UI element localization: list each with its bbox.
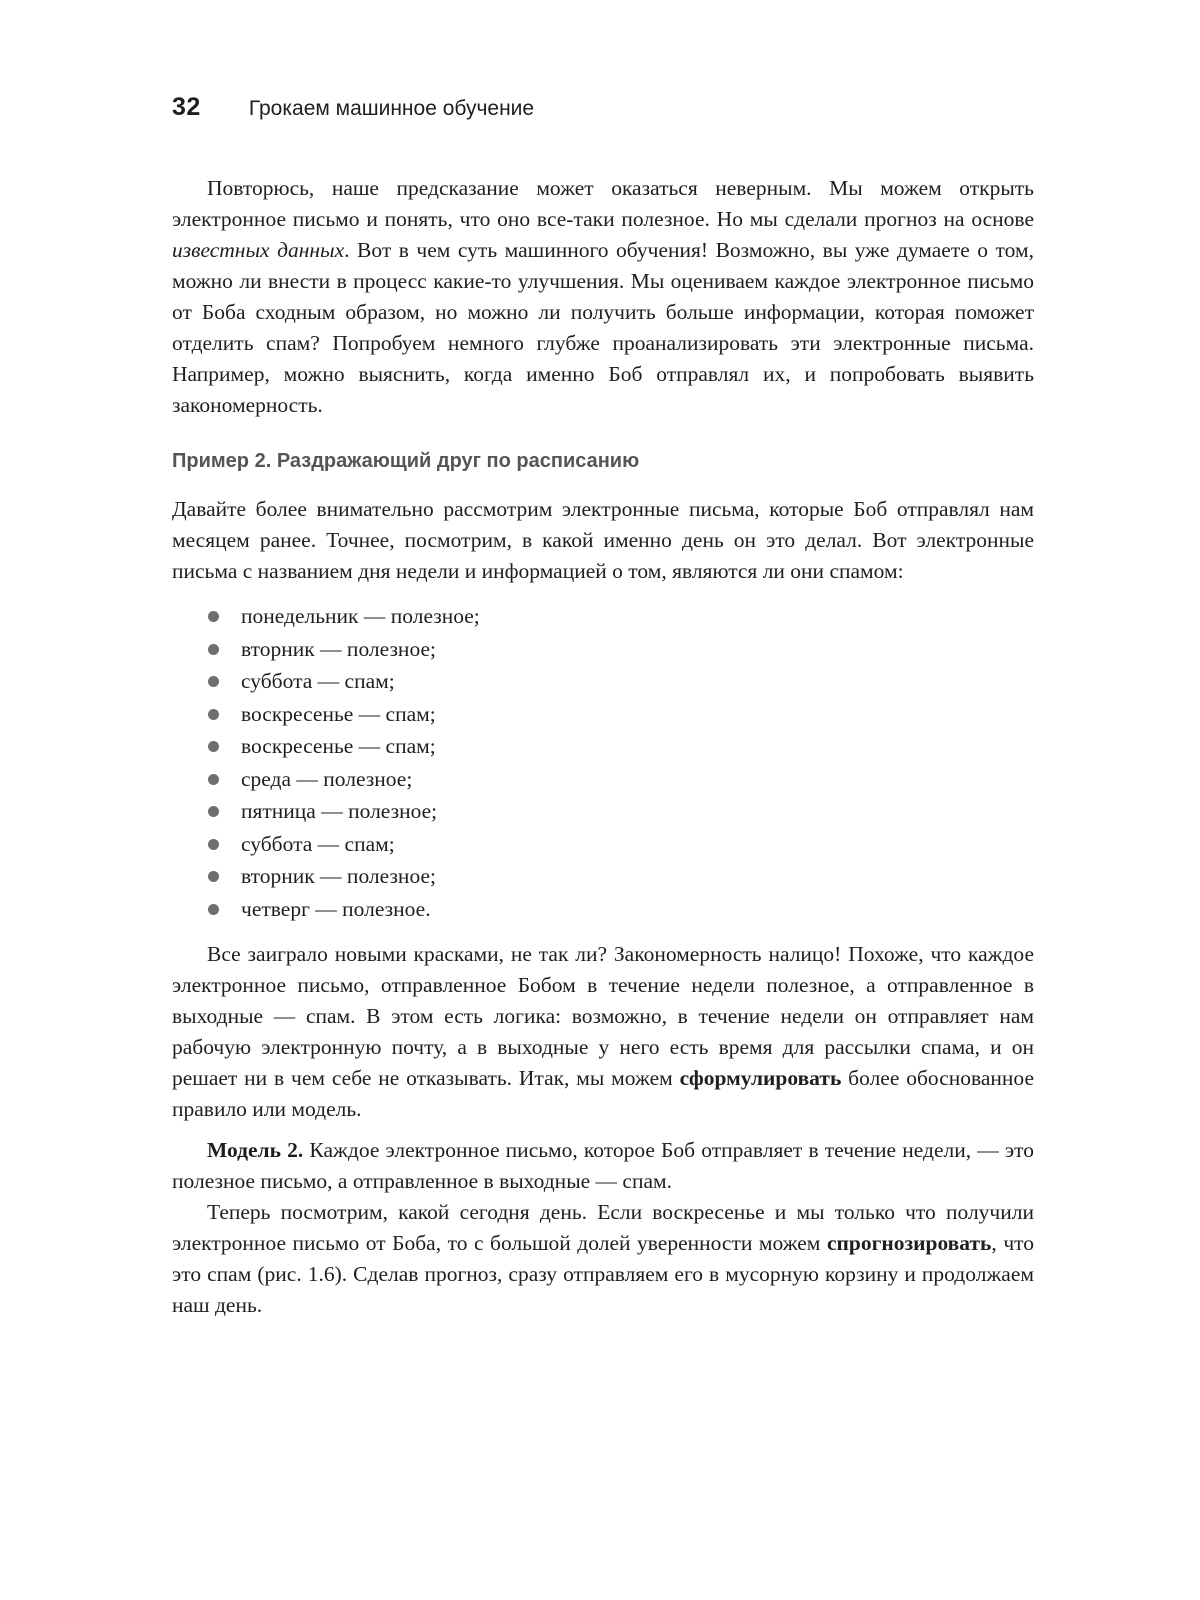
emphasis-formulate: сформулировать [679,1066,842,1090]
list-item-text: воскресенье — спам; [241,701,436,726]
running-header [172,93,534,127]
section-heading: Пример 2. Раздражающий друг по расписанию [172,450,640,472]
list-item-text: суббота — спам; [241,831,395,856]
list-item [172,730,1034,763]
list-item-text: пятница — полезное; [241,799,438,823]
list-item [172,633,1034,666]
model-label: Модель 2. [207,1138,304,1162]
list-item [172,600,1034,633]
bullet-icon [208,839,219,850]
book-title: Грокаем машинное обучение [248,97,535,120]
text-run: Теперь посмотрим, какой сегодня день. Если воскресенье и мы только что получили электронное письмо от Боба, то с большой долей уверенности можем [172,1200,1034,1255]
bullet-icon [208,806,219,817]
list-item-text: четверг — полезное. [241,896,431,921]
bullet-icon [208,676,219,687]
list-item-text: вторник — полезное; [241,636,436,661]
list-item [172,795,1034,828]
bullet-icon [208,709,219,720]
page-content [172,173,1034,1321]
list-item [172,860,1034,893]
list-item [172,893,1034,926]
bullet-icon [208,644,219,655]
list-item-text: воскресенье — спам; [241,734,436,758]
bullet-icon [208,871,219,882]
list-item-text: вторник — полезное; [241,864,436,888]
model-text: Каждое электронное письмо, которое Боб отправляет в течение недели, — это полезное письмо, а отправленное в выходные — спам. [172,1138,1034,1193]
paragraph-forecast [172,1197,1034,1321]
page-number: 32 [172,93,201,121]
bullet-icon [208,774,219,785]
emphasis-predict: спрогнозировать [826,1231,992,1255]
emphasis-known-data: известных данных [172,238,345,262]
day-list [172,600,1034,925]
paragraph-intro: Давайте более внимательно рассмотрим электронные письма, которые Боб отправлял нам месяцем ранее. Точнее, посмотрим, в какой именно день он это делал. Вот электронные письма с названием дня недели и информацией о том, являются ли они спамом: [172,497,1034,583]
paragraph-prediction [172,173,1034,421]
list-item [172,665,1034,698]
text-run: более обоснованное правило или модель. [172,1066,1034,1121]
list-item [172,828,1034,861]
bullet-icon [208,741,219,752]
text-run: . Вот в чем суть машинного обучения! Возможно, вы уже думаете о том, можно ли внести в процесс какие-то улучшения. Мы оцениваем каждое электронное письмо от Боба сходным образом, но можно ли получить больше информации, которая поможет отделить спам? Попробуем немного глубже проанализировать эти электронные письма. Например, можно выяснить, когда именно Боб отправлял их, и попробовать выявить закономерность. [172,238,1034,417]
text-run: , что это спам (рис. 1.6). Сделав прогноз, сразу отправляем его в мусорную корзину и продолжаем наш день. [172,1231,1034,1317]
list-item-text: суббота — спам; [241,669,395,693]
paragraph-pattern [172,939,1034,1125]
bullet-icon [208,611,219,622]
text-run: Повторюсь, наше предсказание может оказаться неверным. Мы можем открыть электронное письмо и понять, что оно все-таки полезное. Но мы сделали прогноз на основе [172,176,1034,231]
list-item [172,698,1034,731]
list-item-text: понедельник — полезное; [241,604,480,628]
paragraph-model-2 [172,1135,1034,1197]
list-item [172,763,1034,796]
text-run: Все заиграло новыми красками, не так ли? Закономерность налицо! Похоже, что каждое электронное письмо, отправленное Бобом в течение недели полезное, а отправленное в выходные — спам. В этом есть логика: возможно, в течение недели он отправляет нам рабочую электронную почту, а в выходные у него есть время для рассылки спама, и он решает ни в чем себе не отказывать. Итак, мы можем [172,942,1034,1090]
bullet-icon [208,904,219,915]
list-item-text: среда — полезное; [241,766,413,791]
